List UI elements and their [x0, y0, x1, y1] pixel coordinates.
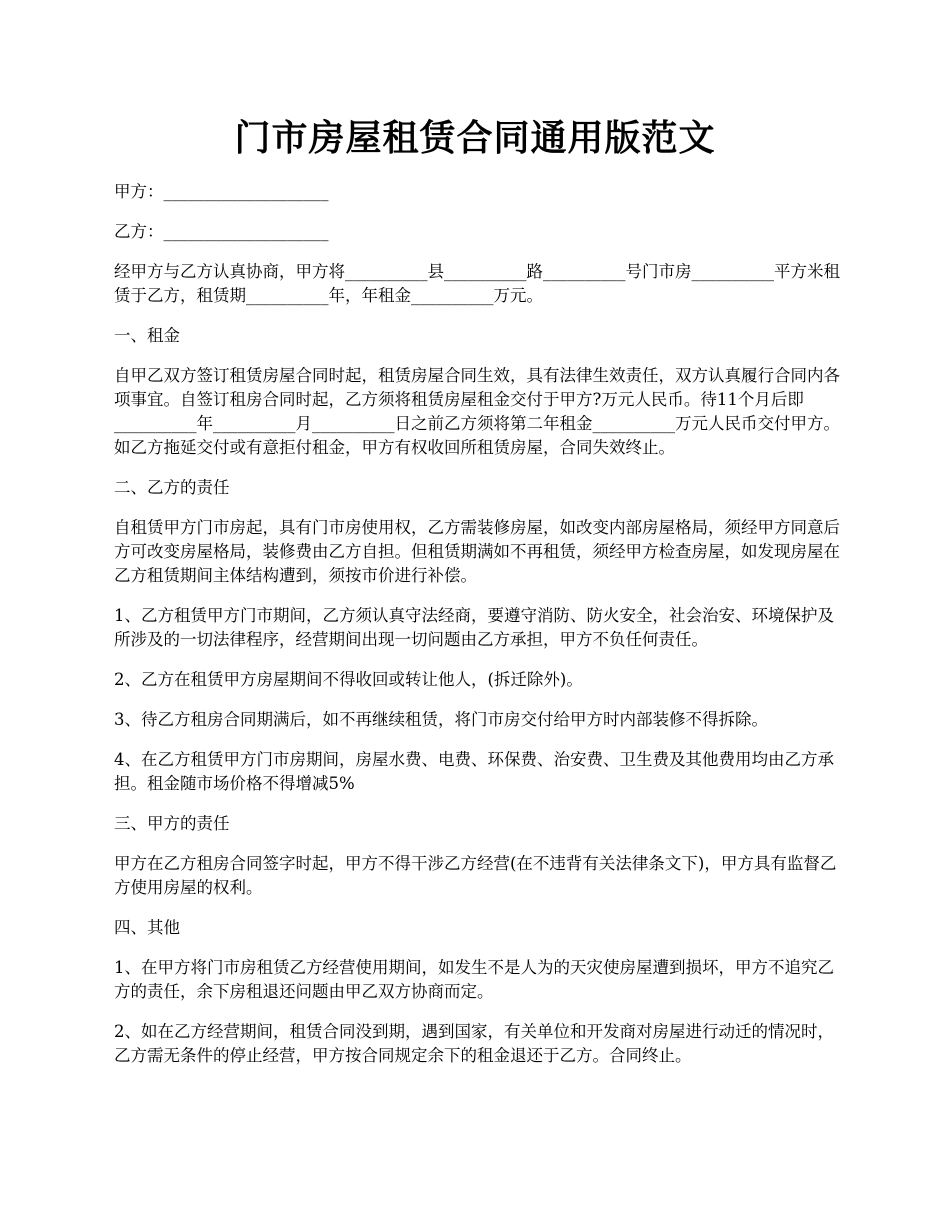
intro-paragraph: 经甲方与乙方认真协商，甲方将__________县__________路__________号门市房__________平方米租赁于乙方，租赁期__________年，年租金__________万元。 — [114, 262, 840, 305]
party-b-line: 乙方：____________________ — [114, 222, 329, 241]
party-b-item-2: 2、乙方在租赁甲方房屋期间不得收回或转让他人，(拆迁除外)。 — [114, 670, 583, 689]
section-heading-other: 四、其他 — [114, 918, 180, 937]
party-b-item-4: 4、在乙方租赁甲方门市房期间，房屋水费、电费、环保费、治安费、卫生费及其他费用均由乙方承担。租金随市场价格不得增减5% — [114, 750, 834, 793]
document-title: 门市房屋租赁合同通用版范文 — [234, 117, 716, 159]
other-item-2: 2、如在乙方经营期间，租赁合同没到期，遇到国家，有关单位和开发商对房屋进行动迁的情况时，乙方需无条件的停止经营，甲方按合同规定余下的租金退还于乙方。合同终止。 — [114, 1022, 834, 1065]
document-body — [114, 180, 844, 1084]
party-b-paragraph: 自租赁甲方门市房起，具有门市房使用权，乙方需装修房屋，如改变内部房屋格局，须经甲方同意后方可改变房屋格局，装修费由乙方自担。但租赁期满如不再租赁，须经甲方检查房屋，如发现房屋在乙方租赁期间主体结构遭到，须按市价进行补偿。 — [114, 518, 840, 585]
party-a-paragraph: 甲方在乙方租房合同签字时起，甲方不得干涉乙方经营(在不违背有关法律条文下)，甲方具有监督乙方使用房屋的权利。 — [114, 854, 837, 897]
section-heading-party-a: 三、甲方的责任 — [114, 814, 230, 833]
rent-paragraph: 自甲乙双方签订租赁房屋合同时起，租赁房屋合同生效，具有法律生效责任，双方认真履行合同内各项事宜。自签订租房合同时起，乙方须将租赁房屋租金交付于甲方?万元人民币。待11个月后即__________年__________月__________日之前乙方须将第二年租金__________万元人民币交付甲方。如乙方拖延交付或有意拒付租金，甲方有权收回所租赁房屋，合同失效终止。 — [114, 366, 840, 457]
other-item-1: 1、在甲方将门市房租赁乙方经营使用期间，如发生不是人为的天灾使房屋遭到损坏，甲方不追究乙方的责任，余下房租退还问题由甲乙双方协商而定。 — [114, 958, 834, 1001]
party-b-item-1: 1、乙方租赁甲方门市期间，乙方须认真守法经商，要遵守消防、防火安全，社会治安、环境保护及所涉及的一切法律程序，经营期间出现一切问题由乙方承担，甲方不负任何责任。 — [114, 606, 834, 649]
party-a-line: 甲方：____________________ — [114, 182, 329, 201]
section-heading-rent: 一、租金 — [114, 326, 180, 345]
party-b-item-3: 3、待乙方租房合同期满后，如不再继续租赁，将门市房交付给甲方时内部装修不得拆除。 — [114, 710, 768, 729]
section-heading-party-b: 二、乙方的责任 — [114, 478, 230, 497]
